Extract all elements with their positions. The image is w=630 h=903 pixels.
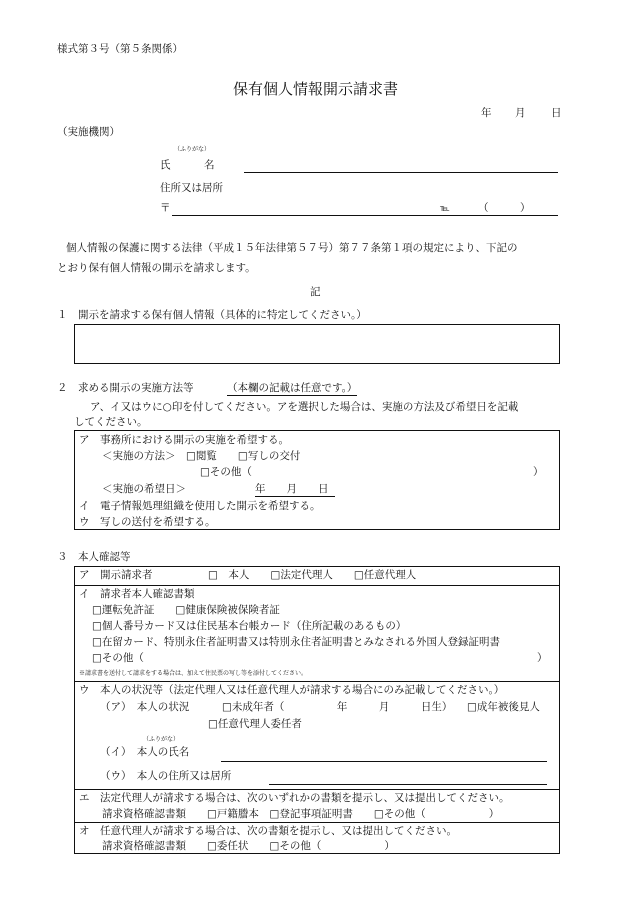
hope-date-label: ＜実施の希望日＞	[102, 483, 186, 495]
option-i-line[interactable]: イ 電子情報処理組織を使用した開示を希望する。	[79, 500, 321, 512]
legal-rep-docs[interactable]: 請求資格確認書類 □戸籍謄本 □登記事項証明書 □その他（ ）	[102, 808, 500, 820]
section2-heading-note: （本欄の記載は任意です。）	[227, 382, 358, 394]
voluntary-rep-docs[interactable]: 請求資格確認書類 □委任状 □その他（ ）	[102, 840, 395, 852]
section3-heading: ３ 本人確認等	[57, 551, 131, 563]
requester-label: ア 開示請求者	[79, 569, 153, 581]
name-label-shi: 氏	[160, 159, 171, 171]
id-docs-other-close: ）	[537, 652, 548, 664]
section2-instruction-1: ア、イ又はウに○印を付してください。アを選択した場合は、実施の方法及び希望日を記載	[90, 401, 519, 413]
id-docs-line1[interactable]: □運転免許証 □健康保険被保険者証	[92, 604, 280, 616]
option-u-line[interactable]: ウ 写しの送付を希望する。	[79, 516, 216, 528]
postal-mark: 〒	[160, 202, 171, 214]
row-divider	[75, 585, 559, 586]
id-docs-other[interactable]: □その他（	[92, 652, 144, 664]
tel-icon: ℡	[440, 204, 450, 214]
date-day-label: 日	[551, 107, 562, 119]
ki-label: 記	[310, 286, 321, 298]
date-month-label: 月	[515, 107, 526, 119]
principal-furigana: （ふりがな）	[143, 736, 180, 743]
date-year-label: 年	[481, 107, 492, 119]
section2-heading: ２ 求める開示の実施方法等	[57, 382, 194, 394]
section2-options-box	[74, 430, 560, 530]
form-number: 様式第３号（第５条関係）	[57, 43, 183, 55]
status-label: （ア） 本人の状況	[100, 701, 190, 713]
section1-heading: １ 開示を請求する保有個人情報（具体的に特定してください。）	[57, 309, 367, 321]
legal-rep-heading: エ 法定代理人が請求する場合は、次のいずれかの書類を提示し、又は提出してください。	[79, 792, 510, 804]
status-heading: ウ 本人の状況等（法定代理人又は任意代理人が請求する場合にのみ記載してください。）	[79, 684, 505, 696]
principal-address-label: （ウ） 本人の住所又は居所	[100, 770, 232, 782]
row-divider	[75, 789, 559, 790]
voluntary-rep-heading: オ 任意代理人が請求する場合は、次の書類を提示し、又は提出してください。	[79, 825, 457, 837]
status-adult-checkbox[interactable]: □成年被後見人	[467, 701, 540, 713]
name-label-mei: 名	[204, 159, 215, 171]
intro-line1: 個人情報の保護に関する法律（平成１５年法律第５７号）第７７条第１項の規定により、下記の	[66, 242, 518, 254]
name-input-line[interactable]	[244, 172, 558, 173]
row-divider	[75, 681, 559, 682]
address-input-line[interactable]	[172, 215, 558, 216]
intro-line2: とおり保有個人情報の開示を請求します。	[57, 262, 256, 274]
option-a-line[interactable]: ア 事務所における開示の実施を希望する。	[79, 434, 289, 446]
page-title: 保有個人情報開示請求書	[233, 80, 399, 98]
section2-instruction-2: してください。	[74, 416, 148, 428]
id-docs-note: ※請求書を送付して請求をする場合は、加えて住民票の写し等を添付してください。	[79, 670, 308, 677]
method-other-close: ）	[533, 466, 544, 478]
hope-date-input[interactable]: 年 月 日	[255, 484, 335, 497]
principal-address-line[interactable]	[269, 784, 547, 785]
section3-table	[74, 566, 560, 854]
id-docs-line2[interactable]: □個人番号カード又は住民基本台帳カード（住所記載のあるもの）	[92, 620, 407, 632]
id-docs-line3[interactable]: □在留カード、特別永住者証明書又は特別永住者証明書とみなされる外国人登録証明書	[92, 636, 500, 648]
row-divider	[75, 822, 559, 823]
address-label: 住所又は居所	[160, 182, 223, 194]
id-docs-heading: イ 請求者本人確認書類	[79, 588, 195, 600]
section1-input-box[interactable]	[74, 324, 560, 364]
method-other-checkbox[interactable]: □その他（	[200, 466, 252, 478]
requester-options[interactable]: □ 本人 □法定代理人 □任意代理人	[208, 569, 417, 581]
principal-name-label: （イ） 本人の氏名	[100, 746, 190, 758]
status-minor-checkbox[interactable]: □未成年者（ 年 月 日生）	[222, 701, 453, 713]
method-checkboxes[interactable]: ＜実施の方法＞ □閲覧 □写しの交付	[102, 450, 301, 462]
tel-paren: （ ）	[478, 202, 531, 214]
principal-name-line[interactable]	[221, 761, 547, 762]
agency-label: （実施機関）	[57, 126, 120, 138]
name-furigana: （ふりがな）	[174, 146, 211, 153]
status-proxy-checkbox[interactable]: □任意代理人委任者	[208, 718, 302, 730]
